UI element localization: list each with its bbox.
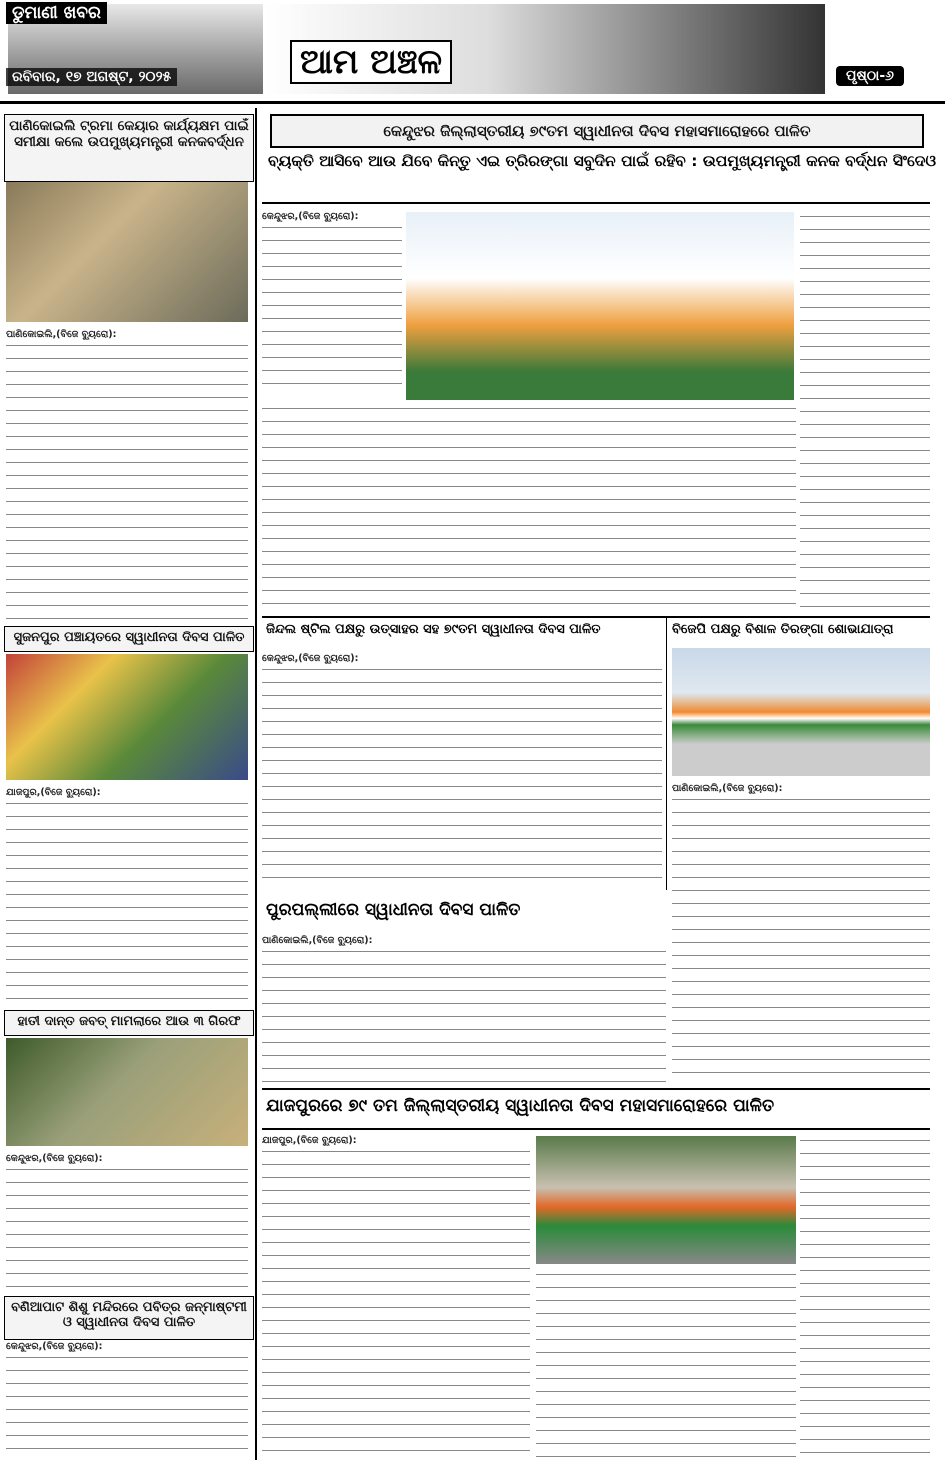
divider [262, 202, 930, 204]
divider [262, 1128, 930, 1130]
story-dateline: ଯାଜପୁର,(ବିଜେ ବ୍ୟୁରୋ): [6, 787, 101, 798]
story-headline: ପୁରପଲ୍ଲୀରେ ସ୍ୱାଧୀନତା ଦିବସ ପାଳିତ [266, 900, 521, 920]
divider [262, 1088, 930, 1090]
story-text-lines [672, 795, 930, 1079]
story-headline: ଜିନ୍ଦଲ ଷ୍ଟିଲ ପକ୍ଷରୁ ଉତ୍ସାହର ସହ ୭୯ତମ ସ୍ୱାଧୀନତା ଦିବସ ପାଳିତ [266, 622, 601, 637]
story-dateline: ଯାଜପୁର,(ବିଜେ ବ୍ୟୁରୋ): [262, 1135, 357, 1146]
story-text-lines [262, 665, 662, 889]
column-rule [666, 618, 667, 890]
story-text-lines [262, 947, 666, 1083]
story-headline: ବିଜେପି ପକ୍ଷରୁ ବିଶାଳ ତିରଙ୍ଗା ଶୋଭାଯାତ୍ରା [672, 622, 894, 637]
main-banner: କେନ୍ଦୁଝର ଜିଲ୍ଲାସ୍ତରୀୟ ୭୯ତମ ସ୍ୱାଧୀନତା ଦିବସ ମହାସମାରୋହରେ ପାଳିତ [270, 114, 924, 148]
issue-date: ରବିବାର, ୧୭ ଅଗଷ୍ଟ, ୨୦୨୫ [6, 68, 177, 86]
masthead [0, 0, 945, 100]
story-text-lines [800, 1136, 930, 1458]
story-text-lines [6, 1165, 248, 1291]
story-title: ହାତୀ ଦାନ୍ତ ଜବତ୍ ମାମଲାରେ ଆଉ ୩ ଗିରଫ [4, 1010, 254, 1036]
story-dateline: କେନ୍ଦୁଝର,(ବିଜେ ବ୍ୟୁରୋ): [262, 211, 359, 222]
story-dateline: ପାଣିକୋଇଲି,(ବିଜେ ବ୍ୟୁରୋ): [6, 329, 117, 340]
story-title: ସୁଜନପୁର ପଞ୍ଚାୟତରେ ସ୍ୱାଧୀନତା ଦିବସ ପାଳିତ [4, 626, 254, 652]
page-number: ପୃଷ୍ଠା-୬ [836, 66, 904, 86]
story-dateline: ପାଣିକୋଇଲି,(ବିଜେ ବ୍ୟୁରୋ): [672, 783, 783, 794]
story-text-lines [800, 212, 930, 612]
divider [262, 616, 930, 618]
story-photo [6, 1038, 248, 1146]
story-photo [6, 654, 248, 780]
story-dateline: କେନ୍ଦୁଝର,(ବିଜେ ବ୍ୟୁରୋ): [262, 653, 359, 664]
story-title: ପାଣିକୋଇଲି ଟ୍ରମା କେୟାର କାର୍ଯ୍ୟକ୍ଷମ ପାଇଁ ସମୀକ୍ଷା କଲେ ଉପମୁଖ୍ୟମନ୍ତ୍ରୀ କନକବର୍ଦ୍ଧନ [4, 114, 254, 182]
newspaper-name: ଡୁମାଣୀ ଖବର [6, 2, 107, 24]
story-photo [6, 182, 248, 322]
story-text-lines [6, 1353, 248, 1449]
lead-headline: ବ୍ୟକ୍ତି ଆସିବେ ଆଉ ଯିବେ କିନ୍ତୁ ଏଇ ତ୍ରିରଙ୍ଗା ସବୁଦିନ ପାଇଁ ରହିବ : ଉପମୁଖ୍ୟମନ୍ତ୍ରୀ କନକ ବର୍ଦ୍ଧନ ସିଂଦେଓ [268, 152, 937, 170]
left-column [0, 108, 257, 1460]
rally-photo [672, 648, 930, 776]
story-title: ବଣିଆପାଟ ଶିଶୁ ମନ୍ଦିରରେ ପବିତ୍ର ଜନ୍ମାଷ୍ଟମୀ ଓ ସ୍ୱାଧୀନତା ଦିବସ ପାଳିତ [4, 1296, 254, 1340]
story-text-lines [262, 404, 796, 612]
masthead-rule [0, 101, 945, 104]
story-text-lines [262, 223, 402, 393]
story-headline: ଯାଜପୁରରେ ୭୯ ତମ ଜିଲ୍ଲାସ୍ତରୀୟ ସ୍ୱାଧୀନତା ଦିବସ ମହାସମାରୋହରେ ପାଳିତ [266, 1096, 775, 1116]
story-text-lines [262, 1147, 530, 1459]
parade-photo [536, 1136, 796, 1264]
section-title: ଆମ ଅଞ୍ଚଳ [290, 40, 452, 84]
story-dateline: କେନ୍ଦୁଝର,(ବିଜେ ବ୍ୟୁରୋ): [6, 1341, 103, 1352]
story-dateline: କେନ୍ଦୁଝର,(ବିଜେ ବ୍ୟୁରୋ): [6, 1153, 103, 1164]
story-text-lines [6, 341, 248, 621]
story-text-lines [536, 1270, 796, 1458]
lead-photo [406, 212, 794, 400]
story-dateline: ପାଣିକୋଇଲି,(ବିଜେ ବ୍ୟୁରୋ): [262, 935, 373, 946]
story-text-lines [6, 799, 248, 999]
